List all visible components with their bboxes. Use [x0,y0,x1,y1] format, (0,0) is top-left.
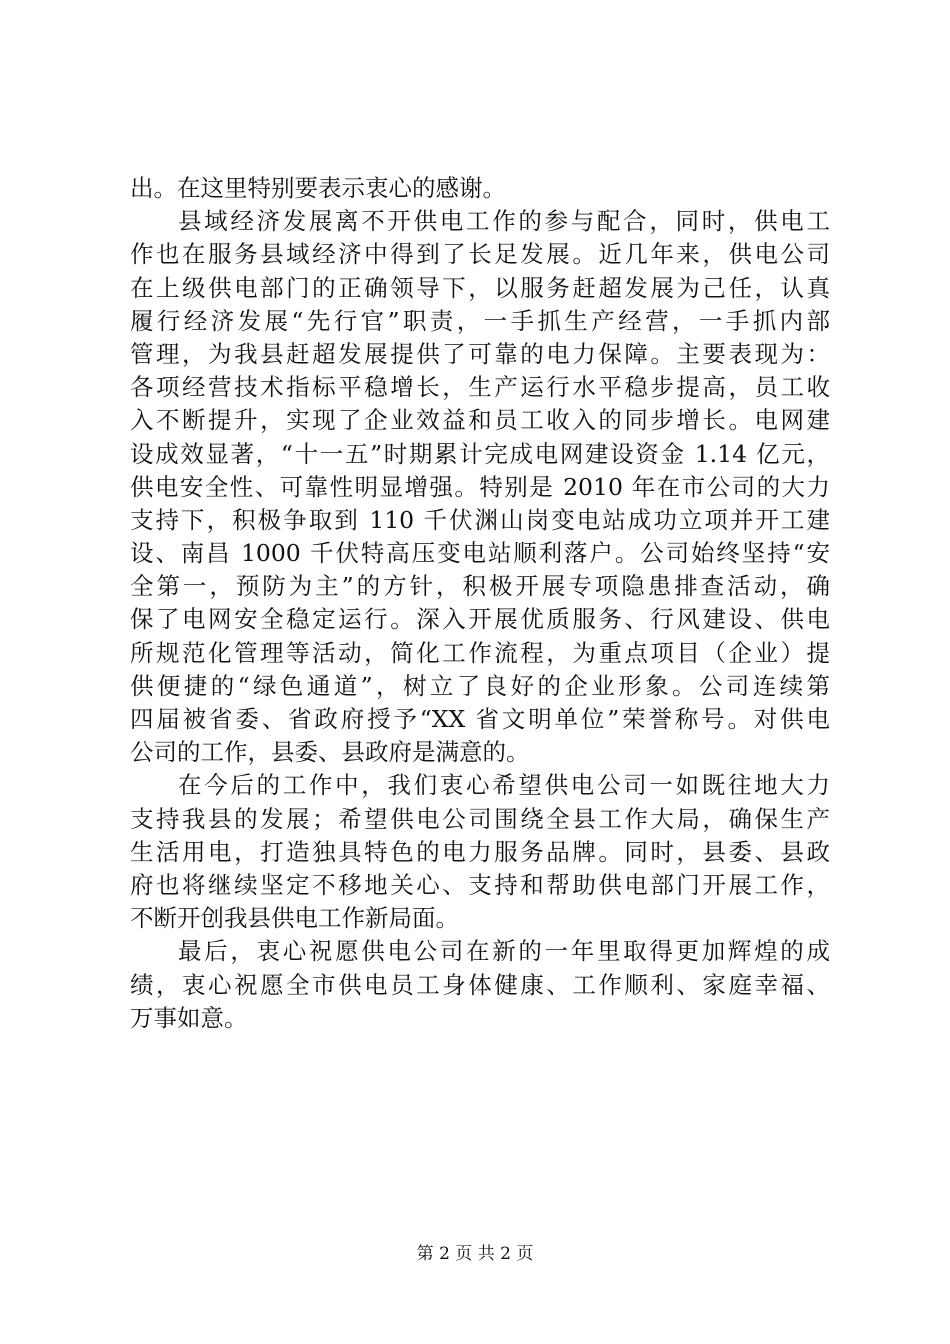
text-line: 设成效显著，“十一五”时期累计完成电网建设资金 1.14 亿元， [130,439,830,468]
paragraph [130,769,830,935]
paragraph [130,172,830,205]
text-line: 管理，为我县赶超发展提供了可靠的电力保障。主要表现为： [130,339,830,368]
text-line: 在上级供电部门的正确领导下，以服务赶超发展为己任，认真 [130,273,830,302]
text-line: 各项经营技术指标平稳增长，生产运行水平稳步提高，员工收 [130,373,830,402]
text-line: 供电安全性、可靠性明显增强。特别是 2010 年在市公司的大力 [130,472,830,501]
text-line: 设、南昌 1000 千伏特高压变电站顺利落户。公司始终坚持“安 [130,539,830,568]
text-line: 绩，衷心祝愿全市供电员工身体健康、工作顺利、家庭幸福、 [130,970,830,999]
text-line: 全第一，预防为主”的方针，积极开展专项隐患排查活动，确 [130,572,830,601]
text-line: 所规范化管理等活动，简化工作流程，为重点项目（企业）提 [130,638,830,667]
text-line: 府也将继续坚定不移地关心、支持和帮助供电部门开展工作， [130,870,830,899]
text-line: 供便捷的“绿色通道”，树立了良好的企业形象。公司连续第 [130,671,830,700]
paragraph [130,935,830,1035]
text-line: 保了电网安全稳定运行。深入开展优质服务、行风建设、供电 [130,605,830,634]
text-line: 出。在这里特别要表示衷心的感谢。 [130,174,506,202]
page-number: 第 2 页 共 2 页 [416,1244,534,1264]
text-line: 四届被省委、省政府授予“XX 省文明单位”荣誉称号。对供电 [130,705,830,733]
text-line: 不断开创我县供电工作新局面。 [130,904,459,933]
document-body [130,172,830,1035]
text-line: 支持下，积极争取到 110 千伏渊山岗变电站成功立项并开工建 [130,505,830,534]
text-line: 在今后的工作中，我们衷心希望供电公司一如既往地大力 [178,771,830,800]
text-line: 最后，衷心祝愿供电公司在新的一年里取得更加辉煌的成 [178,937,830,966]
text-line: 县域经济发展离不开供电工作的参与配合，同时，供电工 [178,207,830,236]
text-line: 入不断提升，实现了企业效益和员工收入的同步增长。电网建 [130,406,830,435]
text-line: 万事如意。 [130,1003,248,1032]
text-line: 支持我县的发展；希望供电公司围绕全县工作大局，确保生产 [130,804,830,833]
paragraph [130,205,830,769]
text-line: 作也在服务县域经济中得到了长足发展。近几年来，供电公司 [130,240,830,269]
text-line: 履行经济发展“先行官”职责，一手抓生产经营，一手抓内部 [130,306,830,335]
text-line: 公司的工作，县委、县政府是满意的。 [130,738,530,767]
text-line: 生活用电，打造独具特色的电力服务品牌。同时，县委、县政 [130,837,830,866]
